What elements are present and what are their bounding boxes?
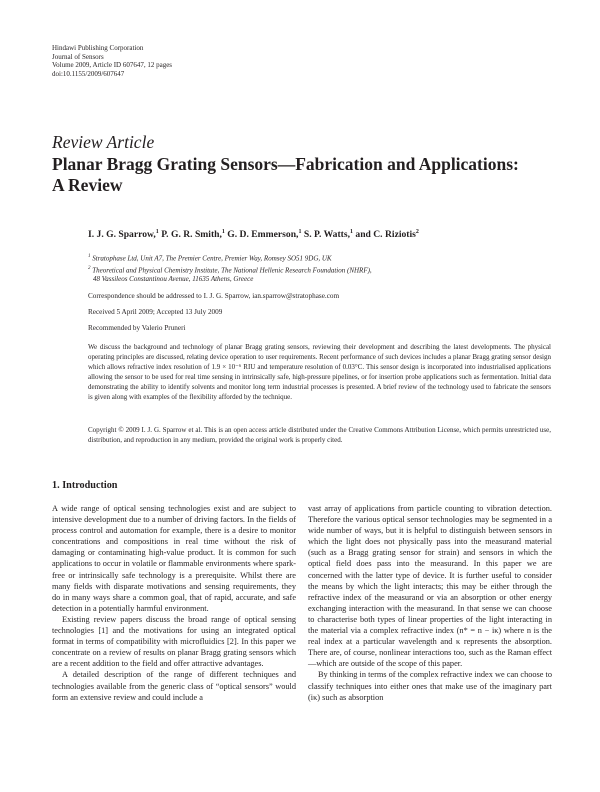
affiliation: $^1$ Stratophase Ltd, Unit A7, The Premier Centre, Premier Way, Romsey SO51 9DG, UK <box>88 254 332 263</box>
left-column <box>52 503 296 703</box>
author: P. G. R. Smith,$^1$ <box>161 229 225 241</box>
publisher-line: Hindawi Publishing Corporation <box>52 44 144 52</box>
author-list <box>88 229 419 240</box>
section-heading: 1. Introduction <box>52 480 118 491</box>
abstract: We discuss the background and technology of planar Bragg grating sensors, reviewing their development and describing the latest developments. The physical operating principles are discussed, relating device operation to user requirements. Recent performance of such devices includes a planar Bragg grating sensor design which allows refractive index resolution of 1.9 × 10⁻⁶ RIU and temperature resolution of 0.03°C. This sensor design is incorporated into industrialised applications allowing the sensor to be used for real time sensing in intrinsically safe, high-pressure pipelines, or for insertion probe applications such as fermentation. Initial data demonstrating the ability to identify solvents and monitor long term industrial processes is presented. A brief review of the technology used to fabricate the sensors is given along with examples of the flexibility afforded by the technique. <box>88 343 551 401</box>
recommended-by: Recommended by Valerio Pruneri <box>88 324 186 332</box>
received-dates: Received 5 April 2009; Accepted 13 July 2009 <box>88 308 223 316</box>
author: I. J. G. Sparrow,$^1$ <box>88 229 159 241</box>
affiliation: 48 Vassileos Constantinou Avenue, 11635 Athens, Greece <box>93 275 254 284</box>
author: and C. Riziotis$^2$ <box>355 229 419 241</box>
author: G. D. Emmerson,$^1$ <box>227 229 302 241</box>
paragraph: A wide range of optical sensing technologies exist and are subject to intensive development due to a number of driving factors. In the fields of process control and automation for example, there is a desire to monitor concentrations and compositions in real time without the risk of damaging or contaminating high-value product. It is common for such applications to occur in volatile or flammable environments where spark-free or intrinsically safe technology is a prerequisite. Whilst there are many fields with disparate motivations and sensing requirements, they do in many ways share a common goal, that of rapid, accurate, and safe detection in a potentially harmful environment. <box>52 504 296 613</box>
right-column <box>308 503 552 703</box>
copyright-notice: Copyright © 2009 I. J. G. Sparrow et al. This is an open access article distributed under the Creative Commons Attribution License, which permits unrestricted use, distribution, and reproduction in any medium, provided the original work is properly cited. <box>88 426 551 444</box>
doi-line: doi:10.1155/2009/607647 <box>52 69 125 78</box>
correspondence: Correspondence should be addressed to I. J. G. Sparrow, ian.sparrow@stratophase.com <box>88 292 340 300</box>
author: S. P. Watts,$^1$ <box>303 229 353 241</box>
affiliation: $^2$ Theoretical and Physical Chemistry Institute, The National Hellenic Research Foundation (NHRF), <box>88 265 372 275</box>
paragraph: By thinking in terms of the complex refractive index we can choose to classify techniques into either ones that make use of the imaginary part (iκ) such as absorption <box>308 670 552 702</box>
paragraph: Existing review papers discuss the broad range of optical sensing technologies [1] and the motivations for using an integrated optical format in terms of compatibility with microfluidics [2]. In this paper we concentrate on a review of results on planar Bragg grating sensors which are a recent addition to the field and offer attractive advantages. <box>52 614 296 669</box>
paragraph: vast array of applications from particle counting to vibration detection. Therefore the various optical sensor technologies may be segmented in a wide number of ways, but it is helpful to distinguish between sensors in which the light does not physically pass into the measurand material (such as a Bragg grating sensor for strain) and sensors in which the optical field does pass into the measurand. In this paper we are concerned with the latter type of device. It is further useful to consider the means by which the light interacts; this may be either through the refractive index of the measurand or via an absorption or other energy exchanging interaction with the measurand. In that sense we can choose to characterise both types of linear properties of the light interacting in the material via a complex refractive index (n* = n − iκ) where n is the real index at a particular wavelength and κ represents the absorption. There are, of course, nonlinear interactions too, such as the Raman effect—which are outside of the scope of this paper. <box>308 504 552 669</box>
journal-name: Journal of Sensors <box>52 52 104 61</box>
paper-title: Planar Bragg Grating Sensors—Fabrication and Applications: A Review <box>52 154 519 195</box>
affiliations <box>88 252 372 285</box>
paragraph: A detailed description of the range of different techniques and technologies available from the generic class of “optical sensors” would form an extensive review and could include a <box>52 670 296 702</box>
article-type: Review Article <box>52 132 155 152</box>
volume-line: Volume 2009, Article ID 607647, 12 pages <box>52 61 173 70</box>
journal-header <box>52 44 172 78</box>
